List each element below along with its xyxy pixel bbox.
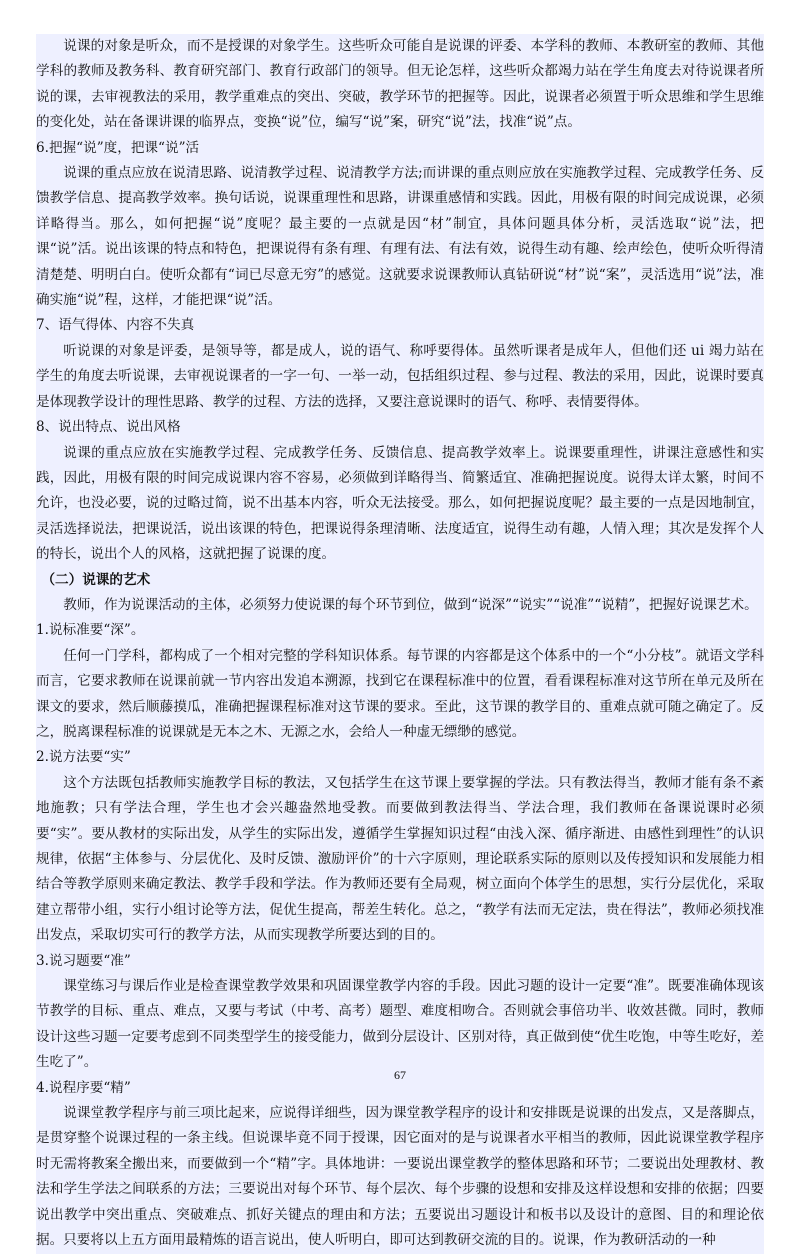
paragraph-8: 说课的重点应放在实施教学过程、完成教学任务、反馈信息、提高教学效率上。说课要重理性，讲课注意感性和实践，因此，用极有限的时间完成说课内容不容易，必须做到详略得当、简繁适宜、准确把握说度。说得太详太繁，时间不允许，也没必要，说的过略过简，说不出基本内容，听众无法接受。那么，如何把握说度呢？最主要的一点是因地制宜，灵活选择说法，把课说活，说出该课的特色，把课说得条理清晰、法度适宜，说得生动有趣，人情入理；其次是发挥个人的特长，说出个人的风格，这就把握了说课的度。 (36, 444, 764, 563)
heading-art-1: 1.说标准要“深”。 (36, 622, 145, 639)
heading-art-2: 2.说方法要“实” (36, 749, 131, 766)
paragraph-art-3: 课堂练习与课后作业是检查课堂教学效果和巩固课堂教学内容的手段。因此习题的设计一定要“准”。既要准确体现该节教学的目标、重点、难点，又要与考试（中考、高考）题型、难度相吻合。否则就会事倍功半、收效甚微。同时，教师设计这些习题一定要考虑到不同类型学生的接受能力，做到分层设计、区别对待，真正做到使“优生吃饱，中等生吃好，差生吃了”。 (36, 978, 764, 1071)
paragraph-art-intro: 教师，作为说课活动的主体，必须努力使说课的每个环节到位，做到“说深”“说实”“说准”“说精”，把握好说课艺术。 (63, 596, 758, 613)
paragraph-art-4: 说课堂教学程序与前三项比起来，应说得详细些，因为课堂教学程序的设计和安排既是说课的出发点，又是落脚点，是贯穿整个说课过程的一条主线。但说课毕竟不同于授课，因它面对的是与说课者水平相当的教师，因此说课堂教学程序时无需将教案全搬出来，而要做到一个“精”字。具体地讲：一要说出课堂教学的整体思路和环节；二要说出处理教材、教法和学生学法之间联系的方法；三要说出对每个环节、每个层次、每个步骤的设想和安排及这样设想和安排的依据；四要说出教学中突出重点、突破难点、抓好关键点的理由和方法；五要说出习题设计和板书以及设计的意图、目的和理论依据。只要将以上五方面用最精炼的语言说出，使人听明白，即可达到教研交流的目的。说课，作为教研活动的一种 (36, 1105, 764, 1249)
heading-art-3: 3.说习题要“准” (36, 952, 131, 969)
paragraph-6: 说课的重点应放在说清思路、说清教学过程、说清教学方法;而讲课的重点则应放在实施教学过程、完成教学任务、反馈教学信息、提高教学效率。换句话说，说课重理性和思路，讲课重感情和实践。因此，用极有限的时间完成说课，必须详略得当。那么，如何把握“说”度呢？最主要的一点就是因“材”制宜，具体问题具体分析，灵活选取“说”法，把课“说”活。说出该课的特点和特色，把课说得有条有理、有理有法、有法有效，说得生动有趣、绘声绘色，使听众听得清清楚楚、明明白白。使听众都有“词已尽意无穷”的感觉。这就要求说课教师认真钻研说“材”说“案”，灵活选用“说”法，准确实施“说”程，这样，才能把课“说”活。 (36, 165, 764, 309)
paragraph-7: 听说课的对象是评委，是领导等，都是成人，说的语气、称呼要得体。虽然听课者是成年人，但他们还 ui 竭力站在学生的角度去听说课，去审视说课者的一字一句、一举一动，包括组织过程、参与过程、教法的采用，因此，说课时要真是体现教学设计的理性思路、教学的过程、方法的选择，又要注意说课时的语气、称呼、表情要得体。 (36, 342, 764, 410)
heading-6: 6.把握“说”度，把课“说”活 (36, 139, 200, 156)
paragraph-art-1: 任何一门学科，都构成了一个相对完整的学科知识体系。每节课的内容都是这个体系中的一个“小分枝”。就语文学科而言，它要求教师在说课前就一节内容出发追本溯源，找到它在课程标准中的位置，看看课程标准对这节所在单元及所在课文的要求，然后顺藤摸瓜，准确把握课程标准对这节课的要求。至此，这节课的教学目的、重难点就可随之确定了。反之，脱离课程标准的说课就是无本之木、无源之水，会给人一种虚无缥缈的感觉。 (36, 647, 764, 740)
heading-8: 8、说出特点、说出风格 (36, 419, 181, 436)
heading-art-4: 4.说程序要“精” (36, 1079, 131, 1096)
heading-7: 7、语气得体、内容不失真 (36, 317, 195, 334)
paragraph-art-2: 这个方法既包括教师实施教学目标的教法，又包括学生在这节课上要掌握的学法。只有教法得当，教师才能有条不紊地施教；只有学法合理，学生也才会兴趣盎然地受教。而要做到教法得当、学法合理，我们教师在备课说课时必须要“实”。要从教材的实际出发，从学生的实际出发，遵循学生掌握知识过程“由浅入深、循序渐进、由感性到理性”的认识规律，依据“主体参与、分层优化、及时反馈、激励评价”的十六字原则，理论联系实际的原则以及传授知识和发展能力相结合等教学原则来确定教法、教学手段和学法。作为教师还要有全局观，树立面向个体学生的思想，实行分层优化，采取建立帮带小组，实行小组讨论等方法，促优生提高，帮差生转化。总之，“教学有法而无定法，贵在得法”，教师必须找准出发点，采取切实可行的教学方法，从而实现教学所要达到的目的。 (36, 774, 764, 944)
section-heading-art: （二）说课的艺术 (41, 571, 151, 588)
paragraph-audience: 说课的对象是听众，而不是授课的对象学生。这些听众可能自是说课的评委、本学科的教师、本教研室的教师、其他学科的教师及教务科、教育研究部门、教育行政部门的领导。但无论怎样，这些听众都竭力站在学生角度去对待说课者所说的课，去审视教法的采用，教学重难点的突出、突破，教学环节的把握等。因此，说课者必须置于听众思维和学生思维的变化处，站在备课讲课的临界点，变换“说”位，编写“说”案，研究“说”法，找准“说”点。 (36, 38, 764, 131)
page-number: 67 (394, 1068, 406, 1082)
